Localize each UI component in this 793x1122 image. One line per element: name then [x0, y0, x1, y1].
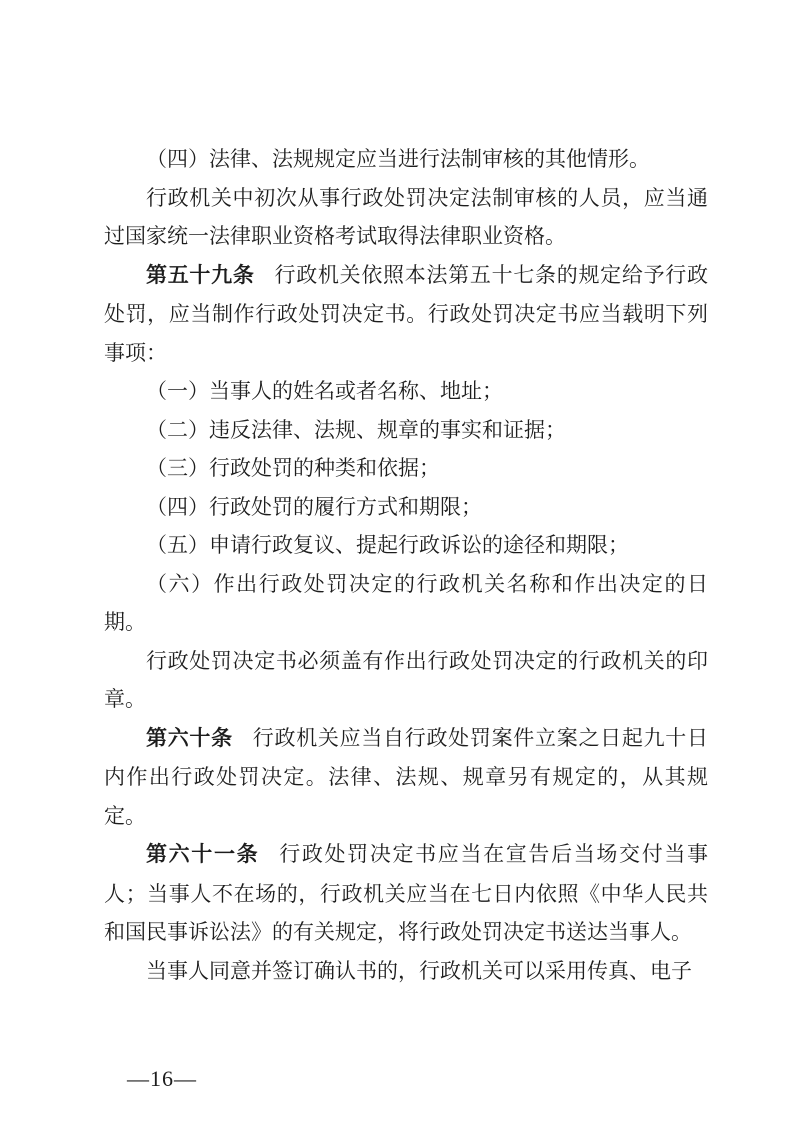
paragraph-item-4	[104, 140, 708, 179]
paragraph-text: （一）当事人的姓名或者名称、地址；	[146, 379, 503, 403]
page-number: —16—	[127, 1066, 197, 1091]
paragraph-text: （五）申请行政复议、提起行政诉讼的途径和期限；	[146, 533, 629, 557]
paragraph-seal-requirement	[104, 642, 708, 719]
paragraph-text: （三）行政处罚的种类和依据；	[146, 456, 440, 480]
list-item-1	[104, 372, 708, 411]
list-item-5	[104, 526, 708, 565]
paragraph-text: （六）作出行政处罚决定的行政机关名称和作出决定的日期。	[104, 571, 708, 634]
paragraph-article-61	[104, 835, 708, 952]
list-item-2	[104, 411, 708, 450]
list-item-6	[104, 565, 708, 642]
paragraph-text: （二）违反法律、法规、规章的事实和证据；	[146, 417, 566, 442]
document-body	[104, 140, 708, 990]
article-number: 第六十一条	[146, 843, 260, 866]
paragraph-text: 当事人同意并签订确认书的，行政机关可以采用传真、电子	[146, 958, 692, 983]
paragraph-delivery-methods	[104, 952, 708, 991]
paragraph-text: 行政机关中初次从事行政处罚决定法制审核的人员，应当通过国家统一法律职业资格考试取得法律职业资格。	[104, 185, 708, 248]
list-item-3	[104, 449, 708, 488]
paragraph-text: 行政机关应当自行政处罚案件立案之日起九十日内作出行政处罚决定。法律、法规、规章另有规定的，从其规定。	[104, 725, 708, 828]
paragraph-article-60	[104, 719, 708, 836]
list-item-4	[104, 488, 708, 527]
paragraph-text: 行政机关依照本法第五十七条的规定给予行政处罚，应当制作行政处罚决定书。行政处罚决定书应当载明下列事项：	[104, 262, 709, 365]
paragraph-legal-review-staff	[104, 179, 708, 256]
paragraph-article-59	[104, 256, 708, 373]
paragraph-text: （四）行政处罚的履行方式和期限；	[146, 494, 482, 519]
article-number: 第六十条	[146, 726, 233, 750]
paragraph-text: 行政处罚决定书必须盖有作出行政处罚决定的行政机关的印章。	[104, 648, 708, 711]
paragraph-text: （四）法律、法规规定应当进行法制审核的其他情形。	[146, 147, 650, 171]
article-number: 第五十九条	[146, 263, 255, 287]
paragraph-text: 行政处罚决定书应当在宣告后当场交付当事人；当事人不在场的，行政机关应当在七日内依照《中华人民共和国民事诉讼法》的有关规定，将行政处罚决定书送达当事人。	[104, 842, 709, 944]
